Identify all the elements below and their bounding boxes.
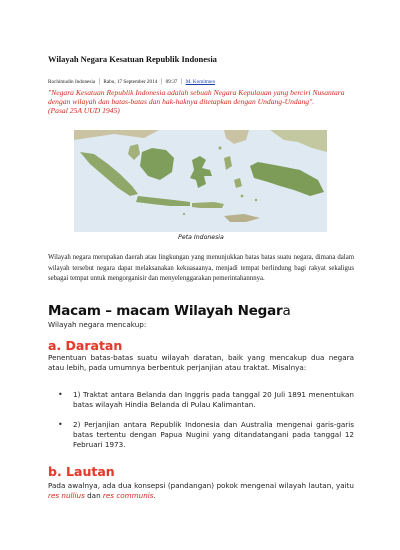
section-heading-main: Macam – macam Wilayah Negar bbox=[48, 303, 283, 319]
meta-author: Rochimudin Indonesia bbox=[48, 79, 96, 85]
list-item-text: 2) Perjanjian antara Republik Indonesia dan Australia mengenai garis-garis batas tertentu dengan Papua Nugini yang ditandatangani pada tanggal 12 Februari 1973. bbox=[73, 420, 354, 449]
section-heading bbox=[48, 303, 291, 319]
lautan-text-after: . bbox=[153, 491, 156, 500]
section-heading-tail: a bbox=[282, 303, 291, 319]
quote-text: "Negara Kesatuan Republik Indonesia adalah sebuah Negara Kepulauan yang berciri Nusantara dengan wilayah dan batas-batas dan hak-haknya ditetapkan dengan Undang-Undang". bbox=[48, 88, 345, 107]
meta-separator: │ bbox=[179, 79, 184, 85]
lautan-text-mid: dan bbox=[84, 491, 103, 500]
section-intro: Wilayah negara mencakup: bbox=[48, 320, 147, 329]
meta-date: Rabu, 17 September 2014 bbox=[103, 79, 158, 85]
meta-link[interactable]: M. Komitmen bbox=[185, 79, 216, 85]
intro-paragraph: Wilayah negara merupakan daerah atau lingkungan yang menunjukkan batas batas suatu negara, dimana dalam wilayah tersebut negara dapat melaksanakan kekuasaanya, menjadi tempat berlindung bagi rakyat sekaligus sebagai tempat untuk mengorganisir dan menyelenggarakan pemerintahannnya. bbox=[48, 254, 354, 283]
meta-separator: │ bbox=[159, 79, 164, 85]
indonesia-map-image bbox=[74, 130, 327, 232]
article-title: Wilayah Negara Kesatuan Republik Indonesia bbox=[48, 54, 217, 64]
map-illustration bbox=[74, 130, 327, 232]
list-item-text: 1) Traktat antara Belanda dan Inggris pada tanggal 20 Juli 1891 menentukan batas wilayah Hindia Belanda di Pulau Kalimantan. bbox=[73, 390, 354, 409]
lautan-text bbox=[48, 481, 354, 501]
list-item bbox=[48, 420, 354, 450]
term-res-communis: res communis bbox=[102, 491, 154, 500]
figure-caption: Peta Indonesia bbox=[178, 234, 224, 241]
heading-daratan: a. Daratan bbox=[48, 338, 123, 353]
daratan-text: Penentuan batas-batas suatu wilayah daratan, baik yang mencakup dua negara atau lebih, pada umumnya berbentuk perjanjian atau traktat. Misalnya: bbox=[48, 353, 354, 372]
quote-source: (Pasal 25A UUD 1945) bbox=[48, 106, 120, 116]
meta-separator: │ bbox=[97, 79, 102, 85]
bullet-icon: • bbox=[58, 420, 63, 429]
meta-time: 09:37 bbox=[165, 79, 178, 85]
lautan-text-before: Pada awalnya, ada dua konsepsi (pandangan) pokok mengenai wilayah lautan, yaitu bbox=[48, 481, 354, 490]
term-res-nullius: res nullius bbox=[48, 491, 85, 500]
heading-lautan: b. Lautan bbox=[48, 464, 115, 479]
constitution-quote bbox=[48, 88, 354, 116]
bullet-icon: • bbox=[58, 390, 63, 399]
list-item bbox=[48, 390, 354, 410]
article-meta bbox=[48, 79, 215, 85]
